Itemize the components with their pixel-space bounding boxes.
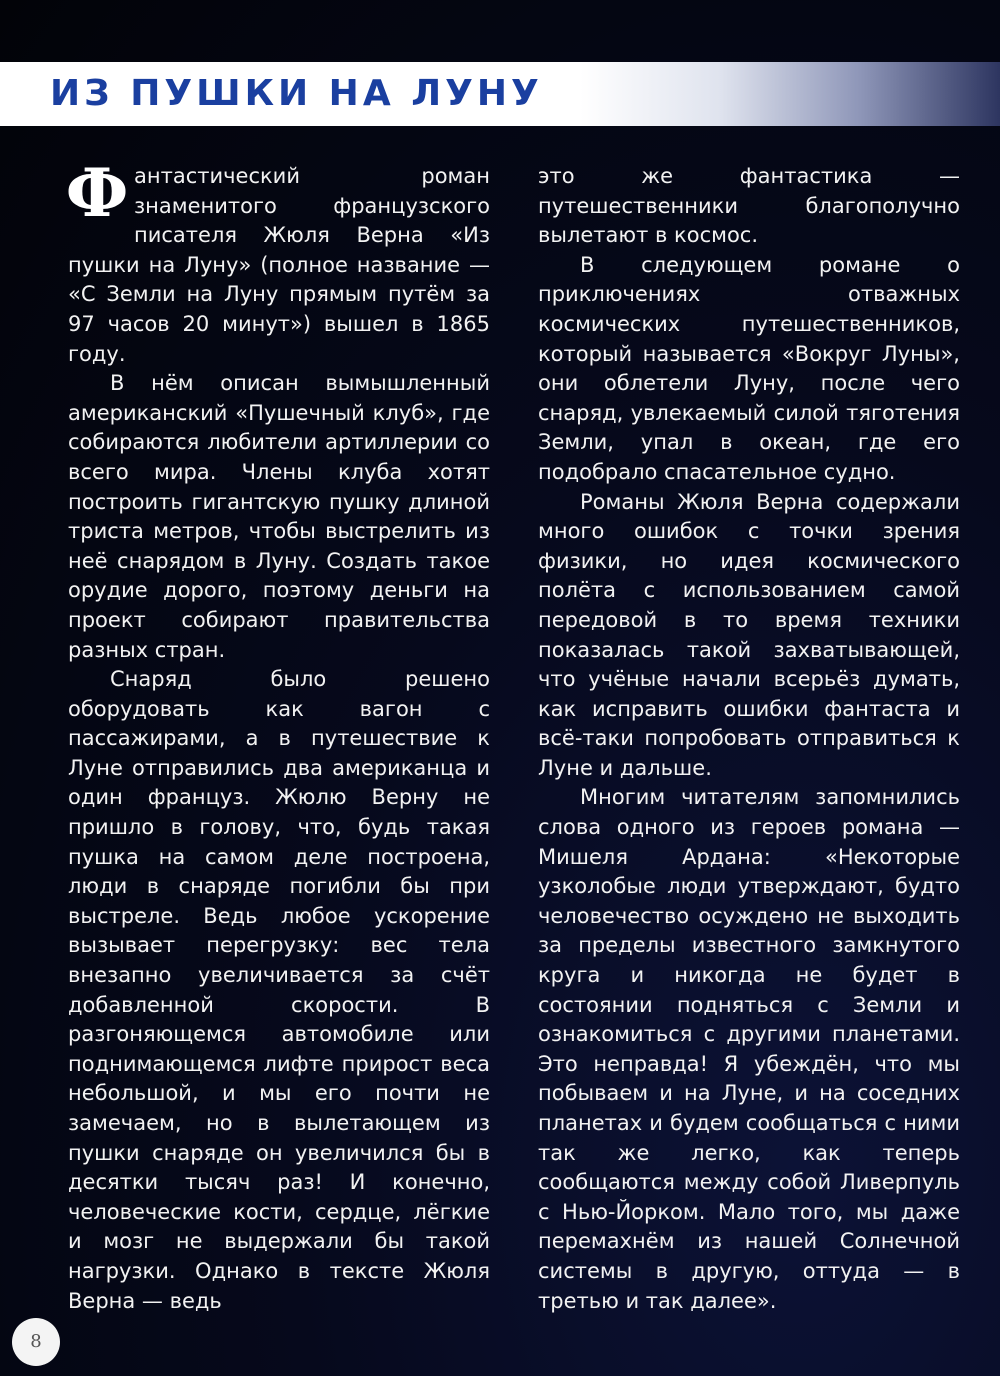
paragraph: антастический роман знаменитого французского писателя Жюля Верна «Из пушки на Луну» (полное название — «С Земли на Луну прямым путём за 97 часов 20 минут») вышел в 1865 году. xyxy=(68,164,490,366)
paragraph: Снаряд было решено оборудовать как вагон с пассажирами, а в путешествие к Луне отправились два американца и один француз. Жюлю Верну не пришло в голову, что, будь такая пушка на самом деле построена, люди в снаряде погибли бы при выстреле. Ведь любое ускорение вызывает перегрузку: вес тела внезапно увеличивается за счёт добавленной скорости. В разгоняющемся автомобиле или поднимающемся лифте прирост веса небольшой, и мы его почти не замечаем, но в вылетающем из пушки снаряде он увеличился бы в десятки тысяч раз! И конечно, человеческие кости, сердце, лёгкие и мозг не выдержали бы такой нагрузки. Однако в тексте Жюля Верна — ведь xyxy=(68,667,490,1313)
page-title: ИЗ ПУШКИ НА ЛУНУ xyxy=(50,73,543,114)
title-banner xyxy=(0,62,1000,126)
paragraph: В нём описан вымышленный американский «Пушечный клуб», где собираются любители артиллерии со всего мира. Члены клуба хотят построить гигантскую пушку длиной триста метров, чтобы выстрелить из неё снарядом в Луну. Создать такое орудие дорого, поэтому деньги на проект собирают правительства разных стран. xyxy=(68,371,490,662)
text-column-left xyxy=(65,154,490,1316)
drop-cap-letter: Ф xyxy=(65,154,129,232)
paragraph: Романы Жюля Верна содержали много ошибок с точки зрения физики, но идея космического полёта с использованием самой передовой в то время техники показалась такой захватывающей, что учёные начали всерьёз думать, как исправить ошибки фантаста и всё-таки попробовать отправиться к Луне и дальше. xyxy=(538,489,960,780)
text-column-right xyxy=(538,162,960,1316)
paragraph: Многим читателям запомнились слова одного из героев романа — Мишеля Ардана: «Некоторые узколобые люди утверждают, будто человечество осуждено не выходить за пределы известного замкнутого круга и никогда не будет в состоянии подняться с Земли и ознакомиться с другими планетами. Это неправда! Я убеждён, что мы побываем и на Луне, и на соседних планетах и будем сообщаться с ними так же легко, как теперь сообщаются между собой Ливерпуль с Нью-Йорком. Мало того, мы даже перемахнём из нашей Солнечной системы в другую, оттуда — в третью и так далее». xyxy=(538,785,960,1313)
paragraph: это же фантастика — путешественники благополучно вылетают в космос. xyxy=(538,164,960,248)
page-number-badge: 8 xyxy=(12,1318,60,1366)
paragraph: В следующем романе о приключениях отважных космических путешественников, который называется «Вокруг Луны», они облетели Луну, после чего снаряд, увлекаемый силой тяготения Земли, упал в океан, где его подобрало спасательное судно. xyxy=(538,252,960,484)
drop-cap xyxy=(64,154,130,232)
